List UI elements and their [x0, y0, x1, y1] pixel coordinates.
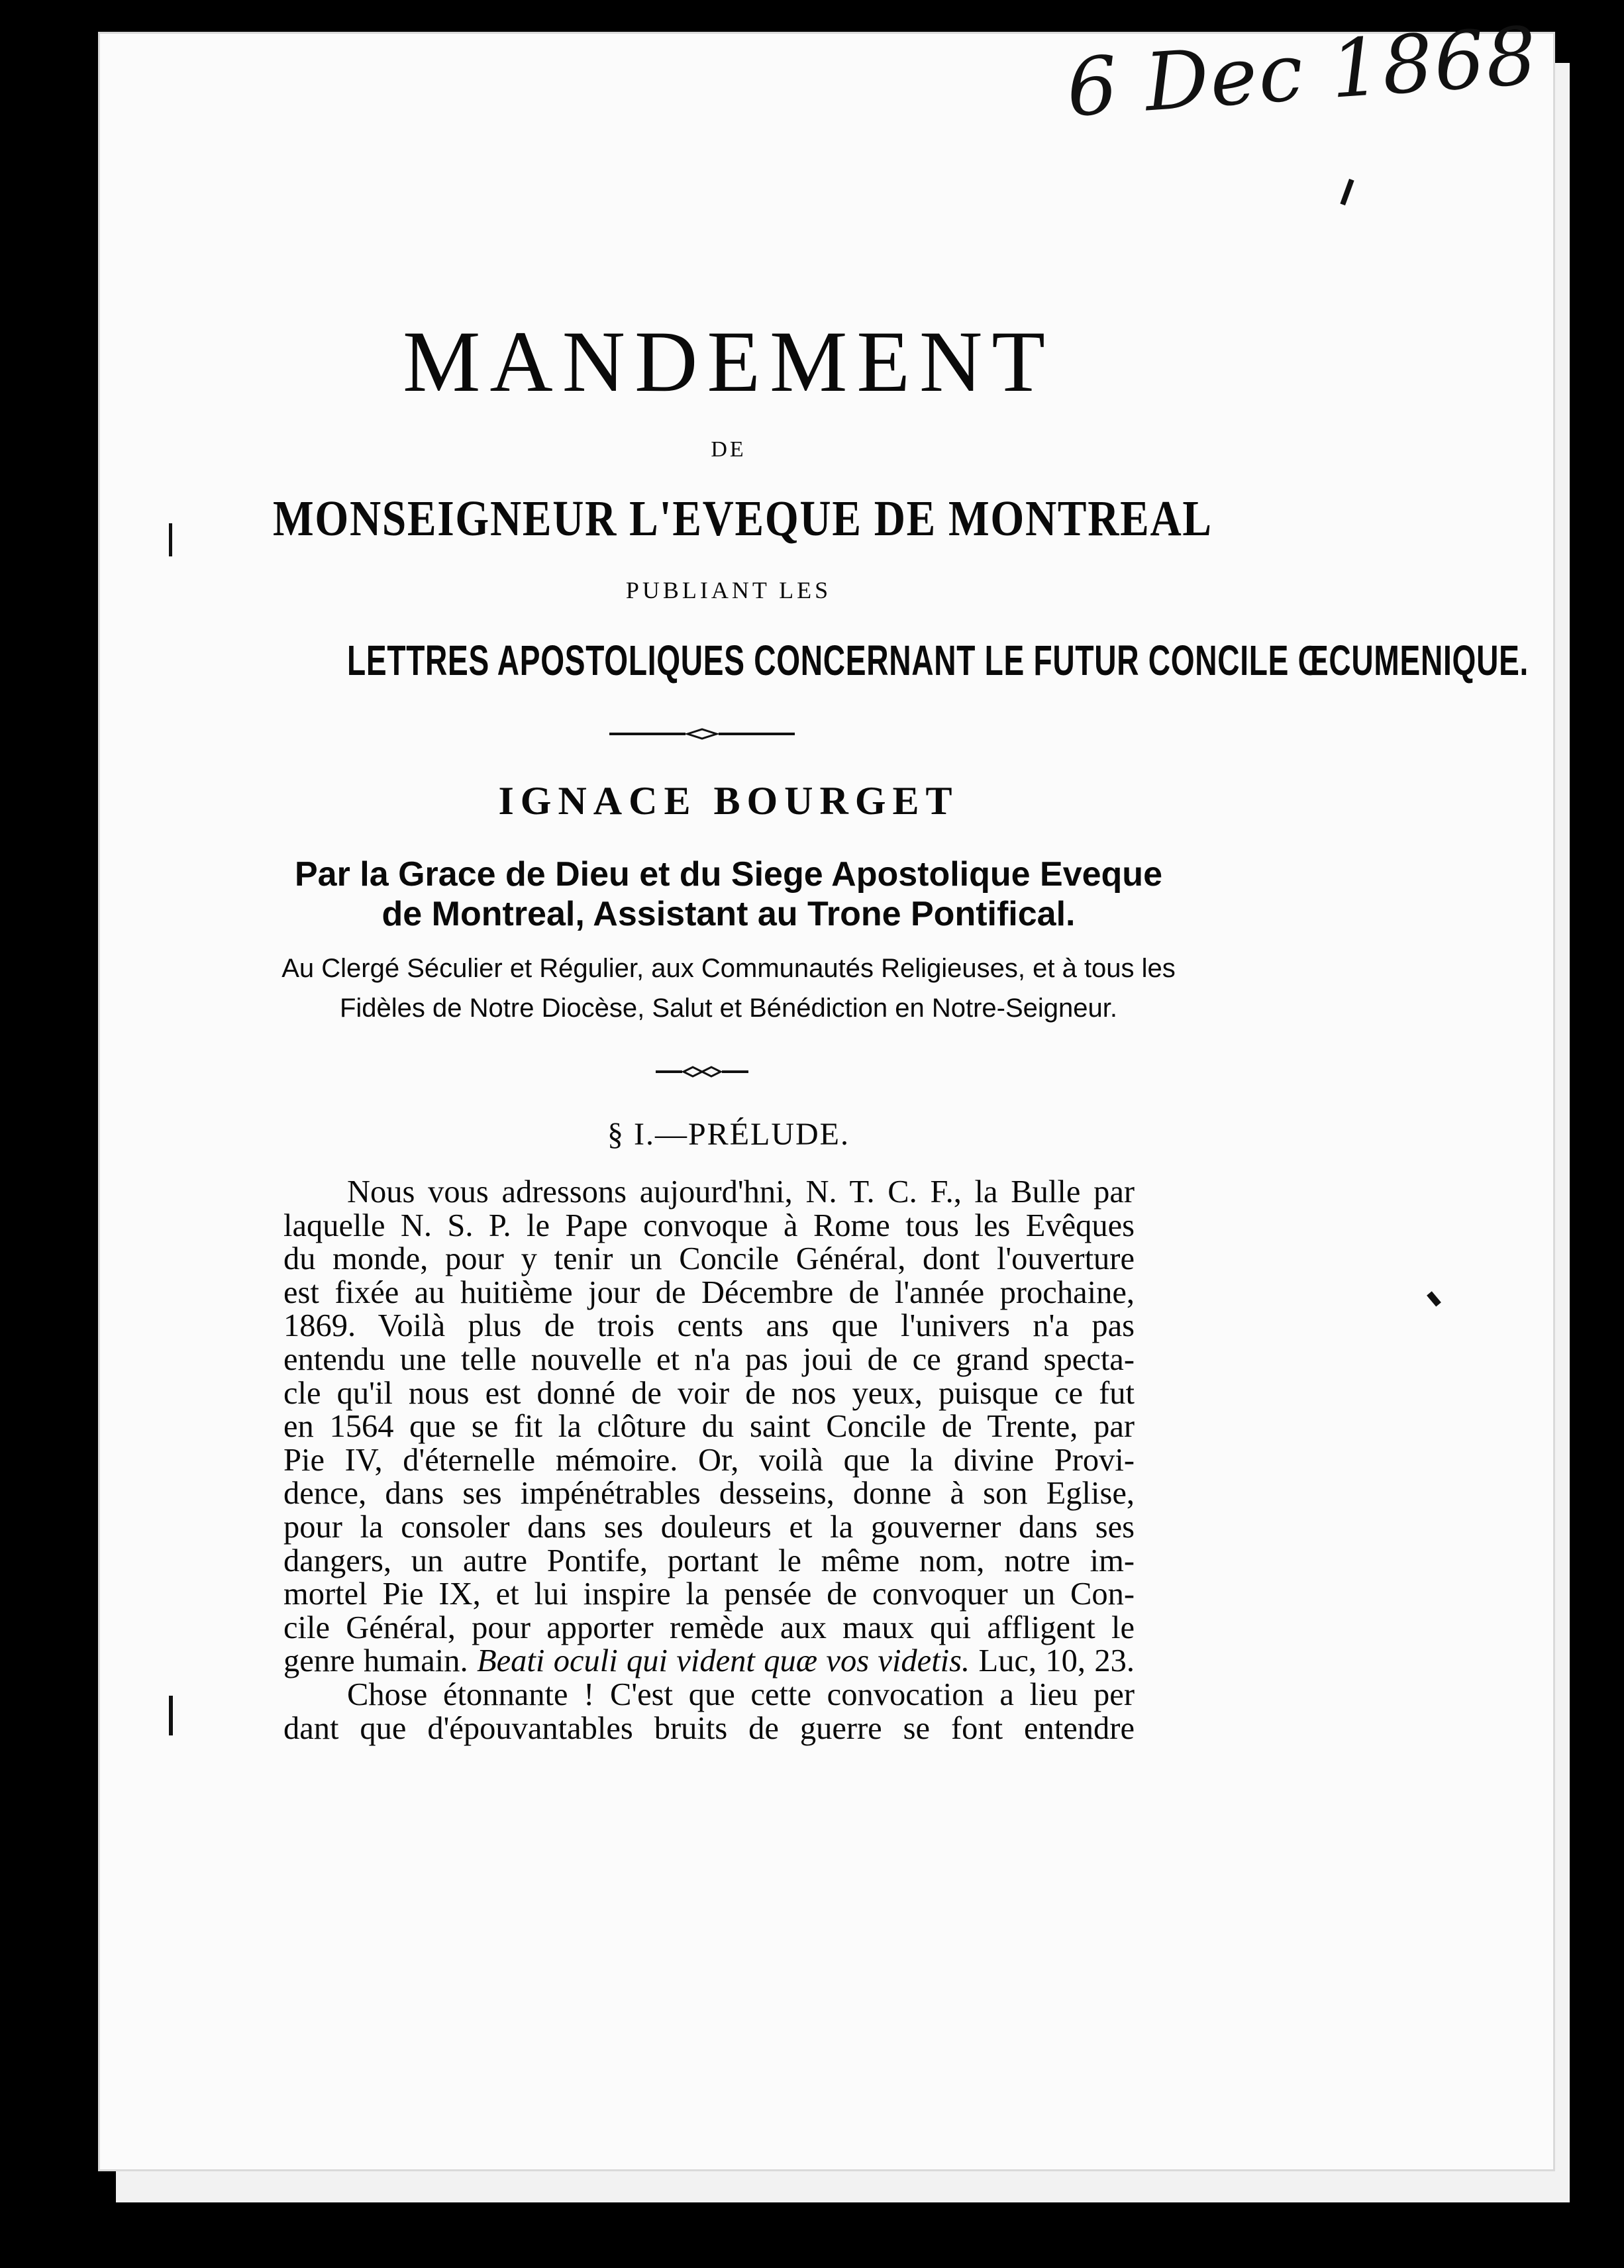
- publiant-line: PUBLIANT LES: [625, 577, 832, 603]
- body-line: Pie IV, d'éternelle mémoire. Or, voilà que la divine Provi-: [283, 1442, 1135, 1478]
- body-line: du monde, pour y tenir un Concile Général, dont l'ouverture: [283, 1241, 1135, 1277]
- bishop-heading: MONSEIGNEUR L'EVEQUE DE MONTREAL: [273, 491, 1213, 546]
- section-heading: § I.—PRÉLUDE.: [607, 1117, 850, 1152]
- body-line: pour la consoler dans ses douleurs et la gouverner dans ses: [283, 1509, 1135, 1545]
- body-line: en 1564 que se fit la clôture du saint Concile de Trente, par: [283, 1409, 1135, 1445]
- handwritten-date: 6 Dec 1868: [1064, 10, 1541, 135]
- body-line: dant que d'épouvantables bruits de guerre se font entendre: [283, 1710, 1135, 1746]
- ornament-divider-small: [656, 1065, 748, 1078]
- body-line: mortel Pie IX, et lui inspire la pensée de convoquer un Con-: [283, 1576, 1135, 1612]
- lettres-heading: LETTRES APOSTOLIQUES CONCERNANT LE FUTUR CONCILE ŒCUMENIQUE.: [347, 637, 1529, 684]
- body-line: laquelle N. S. P. le Pape convoque à Rome tous les Evêques: [283, 1208, 1135, 1243]
- body-line: est fixée au huitième jour de Décembre de l'année prochaine,: [283, 1274, 1135, 1310]
- body-line: Chose étonnante ! C'est que cette convocation a lieu per: [347, 1676, 1135, 1712]
- body-line: Nous vous adressons aujourd'hni, N. T. C. F., la Bulle par: [347, 1174, 1135, 1210]
- body-line: 1869. Voilà plus de trois cents ans que l'univers n'a pas: [283, 1308, 1135, 1344]
- author-title-line1: Par la Grace de Dieu et du Siege Apostolique Eveque: [294, 855, 1162, 894]
- document-title: MANDEMENT: [403, 313, 1054, 410]
- author-name: IGNACE BOURGET: [498, 779, 959, 823]
- margin-mark: [169, 1696, 173, 1735]
- latin-quote: Beati oculi qui vident quæ vos videtis.: [477, 1643, 970, 1679]
- body-line: entendu une telle nouvelle et n'a pas joui de ce grand specta-: [283, 1341, 1135, 1377]
- citation-lead: genre humain.: [283, 1643, 478, 1679]
- citation-reference: Luc, 10, 23.: [970, 1643, 1135, 1679]
- salutation-line2: Fidèles de Notre Diocèse, Salut et Bénédiction en Notre-Seigneur.: [339, 994, 1117, 1023]
- title-connector: DE: [711, 437, 746, 462]
- ornament-divider: [609, 727, 795, 741]
- body-line: dence, dans ses impénétrables desseins, donne à son Eglise,: [283, 1476, 1135, 1512]
- margin-mark: [169, 523, 172, 556]
- body-line: cile Général, pour apporter remède aux maux qui affligent le: [283, 1610, 1135, 1645]
- body-line: cle qu'il nous est donné de voir de nos yeux, puisque ce fut: [283, 1375, 1135, 1411]
- salutation-line1: Au Clergé Séculier et Régulier, aux Communautés Religieuses, et à tous les: [281, 954, 1176, 983]
- author-title-line2: de Montreal, Assistant au Trone Pontifical.: [381, 895, 1076, 933]
- body-line: dangers, un autre Pontife, portant le même nom, notre im-: [283, 1543, 1135, 1578]
- body-line-citation: [283, 1645, 1135, 1678]
- body-text: [283, 1176, 1135, 1745]
